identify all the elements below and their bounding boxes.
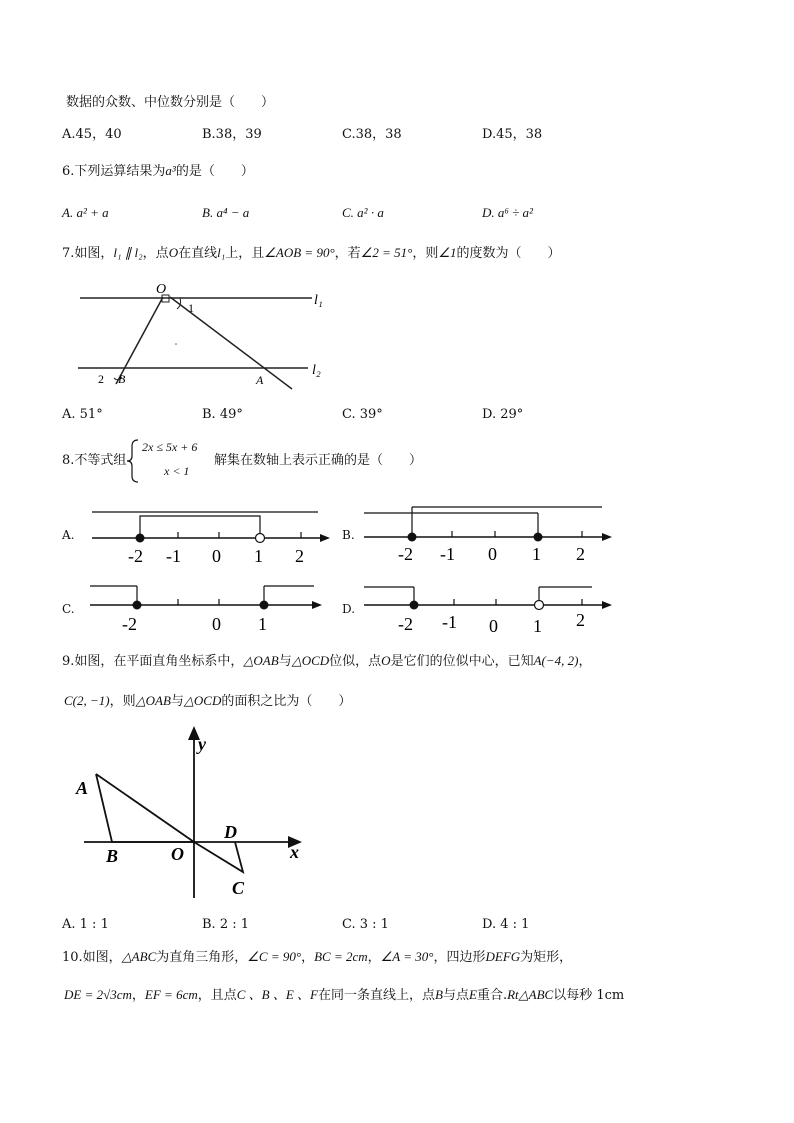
q7-option-d: D. 29° [482,407,524,422]
q7-label-l2: l₂ [312,363,321,378]
q8-option-d-letter: D. [342,602,356,616]
q10-l2-mid3: 在同一条直线上，点 [318,988,436,1003]
q10-l1-angle-a: ∠A = 30° [380,949,434,964]
q6-option-a: A. a² + a [62,205,109,220]
q7-option-a: A. 51° [62,407,103,422]
q8-b-tick-label: 2 [576,544,585,564]
q7-label-2: 2 [98,372,104,386]
q9-l2-mid2: 与 [170,694,184,709]
q10-l2-e: E [468,987,477,1002]
q8-stem-post: 解集在数轴上表示正确的是（ ） [214,453,423,468]
q7-mid3: 上，且 [225,246,265,261]
q10-l1-abc: △ABC [121,949,157,964]
q7-parallel: l₁ ∥ l₂ [113,245,143,260]
q10-l1-defg: DEFG [485,949,521,964]
q9-l1-o: O [381,653,391,668]
q10-l2-b: B [435,987,443,1002]
q5-stem: 数据的众数、中位数分别是（ ） [66,95,275,110]
q9-label-o: O [171,844,184,864]
q8-d-tick-label: -1 [442,612,457,632]
q9-label-d: D [224,822,237,842]
q7-angle-aob: ∠AOB = 90° [264,245,335,260]
q10-l2-rt: Rt△ABC [507,987,554,1002]
q8-option-b-letter: B. [342,528,355,542]
q7-angle-1: ∠1 [438,245,457,260]
q9-label-y: y [198,734,206,754]
q8-b-tick-label: 1 [532,544,541,564]
q8-d-tick-label: 2 [576,610,585,630]
q10-l1-mid3: ， [367,950,381,965]
q6-option-c: C. a² · a [342,205,384,220]
q8-d-tick-label: 1 [533,616,542,636]
q10-line-1 [62,948,572,967]
q7-mid2: 在直线 [178,246,218,261]
q9-label-a: A [76,778,89,798]
q8-a-tick-label: -2 [128,546,143,566]
q10-l2-mid4: 与点 [442,988,469,1003]
q9-l1-mid1: 与 [278,654,292,669]
q10-l1-angle-c: ∠C = 90° [247,949,302,964]
q9-label-b: B [106,846,119,866]
q6-stem-expr: a³ [165,163,176,178]
q9-l2-post: 的面积之比为（ ） [221,694,352,709]
q6-option-b: B. a⁴ − a [202,205,250,220]
q7-pre: 7.如图， [62,246,114,261]
q10-l2-post: 以每秒 1cm [553,988,625,1003]
q7-line-l1: l₁ [217,245,226,260]
q5-option-d: D.45，38 [482,127,543,142]
q7-mid1: ，点 [142,246,169,261]
q7-label-o: O [156,282,167,297]
q9-option-b: B. 2 : 1 [202,917,250,932]
q9-option-a: A. 1 : 1 [62,917,109,932]
q7-label-1: 1 [188,301,194,315]
q8-ineq-1: 2x ≤ 5x + 6 [142,440,198,454]
q8-c-tick-label: 0 [212,614,221,634]
q7-label-b: B [118,372,126,386]
q9-label-x: x [290,842,299,862]
q8-a-tick-label: -1 [166,546,181,566]
q7-angle-2: ∠2 = 51° [360,245,413,260]
q9-l2-mid1: ，则 [109,694,136,709]
q10-l2-ef: EF = 6cm [144,987,198,1002]
q8-c-tick-label: -2 [122,614,137,634]
q9-l1-point-a: A(−4, 2) [533,653,579,668]
q8-d-tick-label: 0 [489,616,498,636]
q8-a-tick-label: 2 [295,546,304,566]
q9-l2-oab: △OAB [135,693,171,708]
q10-l1-mid1: 为直角三角形， [156,950,248,965]
q8-b-tick-label: -1 [440,544,455,564]
q9-l1-end: ， [578,654,592,669]
q7-label-l1: l₁ [314,293,323,308]
q7-mid5: ，则 [412,246,439,261]
q9-triangle-ocd [194,842,243,872]
q10-l2-mid1: ， [131,988,145,1003]
q7-option-b: B. 49° [202,407,243,422]
q10-l2-points: C 、B 、E 、F [236,987,318,1002]
q9-l1-ocd: △OCD [291,653,330,668]
q6-option-d: D. a⁶ ÷ a² [482,205,533,220]
q9-l1-mid3: 是它们的位似中心，已知 [390,654,534,669]
q8-option-a-letter: A. [62,528,75,542]
q6-stem-post: 的是（ ） [175,164,254,179]
q9-l2-point-c: C(2, −1) [64,693,110,708]
q8-option-c-letter: C. [62,602,75,616]
q7-post: 的度数为（ ） [456,246,561,261]
q9-option-c: C. 3 : 1 [342,917,389,932]
q5-option-a: A.45，40 [62,127,122,142]
q9-l1-oab: △OAB [243,653,279,668]
q10-line-2 [64,986,624,1005]
q9-triangle-oab [96,774,194,842]
q9-option-d: D. 4 : 1 [482,917,530,932]
q8-a-tick-label: 1 [254,546,263,566]
q9-label-c: C [232,878,245,898]
q8-a-tick-label: 0 [212,546,221,566]
q10-l2-mid5: 重合. [476,988,508,1003]
q9-l2-ocd: △OCD [183,693,222,708]
q7-mid4: ，若 [334,246,361,261]
q10-l2-mid2: ，且点 [197,988,237,1003]
q9-l1-mid2: 位似，点 [329,654,382,669]
q7-point-o: O [168,245,179,260]
q8-d-tick-label: -2 [398,614,413,634]
q8-ineq-2: x < 1 [164,464,190,478]
q10-l1-pre: 10.如图， [62,950,122,965]
q8-stem-pre: 8.不等式组 [62,453,127,468]
q10-l1-mid4: ，四边形 [433,950,486,965]
q6-stem-pre: 6.下列运算结果为 [62,164,166,179]
q8-c-tick-label: 1 [258,614,267,634]
q10-l1-mid2: ， [301,950,315,965]
q9-l1-pre: 9.如图，在平面直角坐标系中， [62,654,244,669]
q7-option-c: C. 39° [342,407,383,422]
q5-option-b: B.38，39 [202,127,262,142]
q8-b-tick-label: -2 [398,544,413,564]
q5-option-c: C.38，38 [342,127,402,142]
q10-l1-bc: BC = 2cm [314,949,368,964]
q7-label-a: A [256,373,264,387]
q8-b-tick-label: 0 [488,544,497,564]
q10-l2-de: DE = 2√3cm [64,987,132,1002]
q10-l1-post: 为矩形， [520,950,573,965]
